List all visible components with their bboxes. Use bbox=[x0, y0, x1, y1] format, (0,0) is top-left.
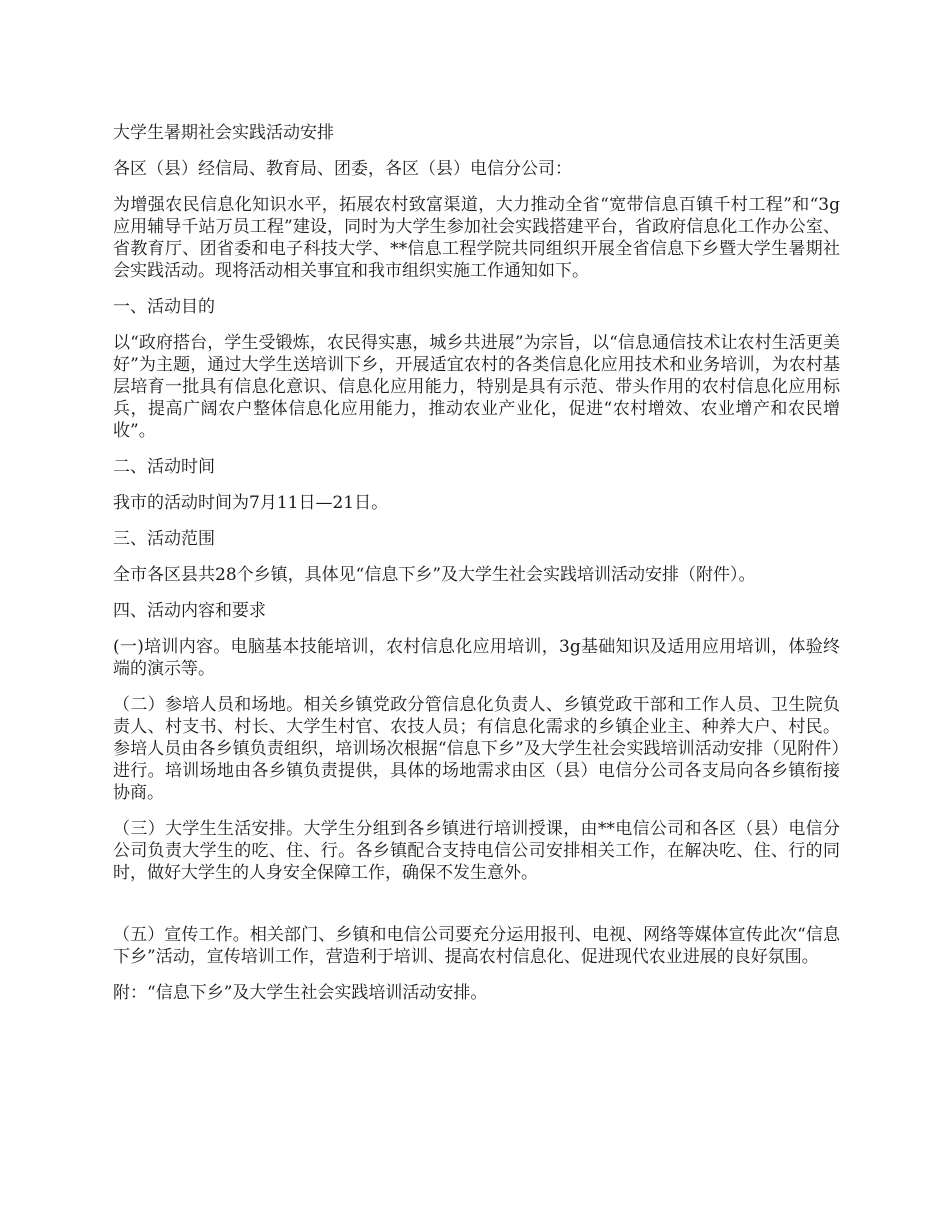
content-item-student-life: （三）大学生生活安排。大学生分组到各乡镇进行培训授课，由**电信公司和各区（县）电信分公司负责大学生的吃、住、行。各乡镇配合支持电信公司安排相关工作，在解决吃、住、行的同时，做好大学生的人身安全保障工作，确保不发生意外。 bbox=[113, 819, 840, 883]
document-page bbox=[113, 122, 840, 1018]
section-heading-scope: 三、活动范围 bbox=[113, 529, 215, 549]
attachment-note: 附：“信息下乡”及大学生社会实践培训活动安排。 bbox=[113, 983, 488, 1003]
section-heading-content: 四、活动内容和要求 bbox=[113, 601, 266, 621]
section-heading-purpose: 一、活动目的 bbox=[113, 297, 215, 317]
section-body-scope: 全市各区县共28个乡镇，具体见“信息下乡”及大学生社会实践培训活动安排（附件）。 bbox=[113, 565, 756, 585]
content-item-participants: （二）参培人员和场地。相关乡镇党政分管信息化负责人、乡镇党政干部和工作人员、卫生院负责人、村支书、村长、大学生村官、农技人员；有信息化需求的乡镇企业主、种养大户、村民。参培人员由各乡镇负责组织，培训场次根据“信息下乡”及大学生社会实践培训活动安排（见附件）进行。培训场地由各乡镇负责提供，具体的场地需求由区（县）电信分公司各支局向各乡镇衔接协商。 bbox=[113, 695, 840, 803]
section-body-purpose: 以“政府搭台，学生受锻炼，农民得实惠，城乡共进展”为宗旨，以“信息通信技术让农村生活更美好”为主题，通过大学生送培训下乡，开展适宜农村的各类信息化应用技术和业务培训，为农村基层培育一批具有信息化意识、信息化应用能力，特别是具有示范、带头作用的农村信息化应用标兵，提高广阔农户整体信息化应用能力，推动农业产业化，促进“农村增效、农业增产和农民增收”。 bbox=[113, 333, 840, 441]
intro-paragraph: 为增强农民信息化知识水平，拓展农村致富渠道，大力推动全省“宽带信息百镇千村工程”和“3g应用辅导千站万员工程”建设，同时为大学生参加社会实践搭建平台，省政府信息化工作办公室、省教育厅、团省委和电子科技大学、**信息工程学院共同组织开展全省信息下乡暨大学生暑期社会实践活动。现将活动相关事宜和我市组织实施工作通知如下。 bbox=[113, 195, 840, 281]
document-title: 大学生暑期社会实践活动安排 bbox=[113, 123, 334, 143]
content-item-publicity: （五）宣传工作。相关部门、乡镇和电信公司要充分运用报刊、电视、网络等媒体宣传此次“信息下乡”活动，宣传培训工作，营造利于培训、提高农村信息化、促进现代农业进展的良好氛围。 bbox=[113, 925, 840, 967]
content-item-training: (一)培训内容。电脑基本技能培训，农村信息化应用培训，3g基础知识及适用应用培训，体验终端的演示等。 bbox=[113, 637, 840, 679]
section-body-time: 我市的活动时间为7月11日—21日。 bbox=[113, 493, 389, 513]
salutation: 各区（县）经信局、教育局、团委，各区（县）电信分公司： bbox=[113, 159, 572, 179]
section-heading-time: 二、活动时间 bbox=[113, 457, 215, 477]
blank-gap bbox=[113, 898, 840, 924]
